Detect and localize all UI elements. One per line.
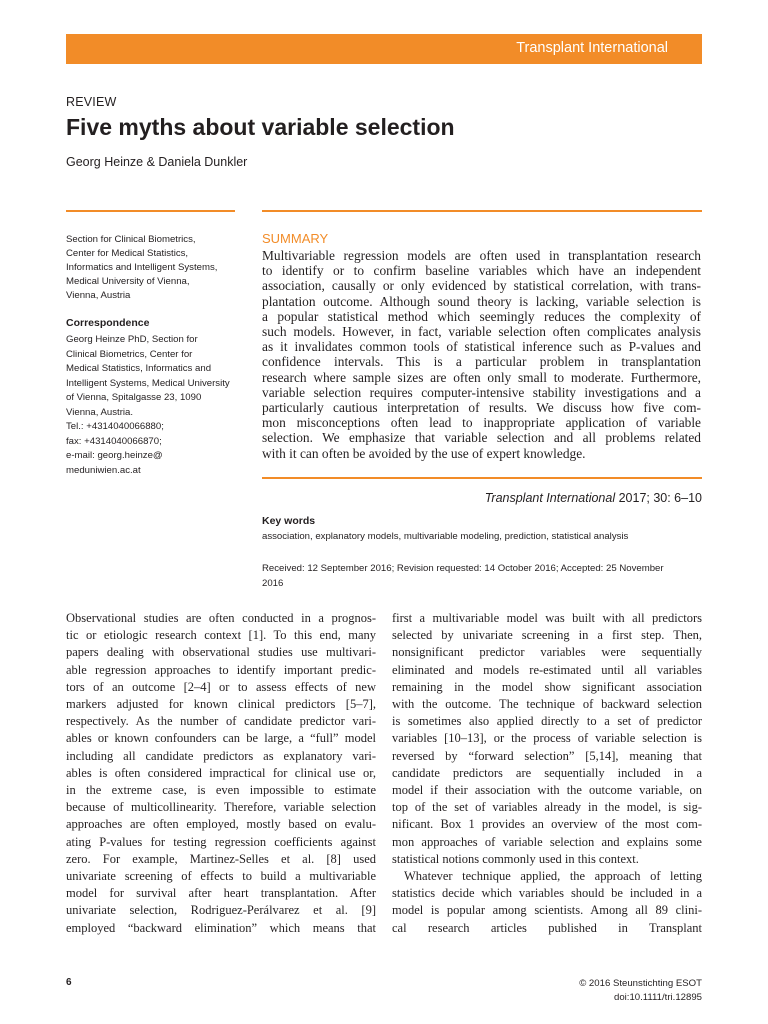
correspondence-line: Vienna, Austria. bbox=[66, 406, 134, 418]
correspondence-line: Georg Heinze PhD, Section for bbox=[66, 334, 198, 345]
summary-line: Multivariable regression models are often used in transplantation research bbox=[262, 248, 701, 263]
affiliation-line: Center for Medical Statistics, bbox=[66, 248, 189, 259]
dates-line: 2016 bbox=[262, 578, 284, 589]
body-line: tors of an outcome [2–4] or to assess effects of new bbox=[66, 679, 376, 694]
correspondence-line: e-mail: georg.heinze@ bbox=[66, 450, 163, 461]
body-line: with the outcome. The technique of backward selection bbox=[392, 697, 702, 712]
journal-header-bar bbox=[66, 34, 702, 64]
body-line: able regression approaches to identify important predic- bbox=[66, 662, 376, 677]
body-line: because of multicollinearity. Therefore, variable selection bbox=[66, 800, 376, 815]
body-line: cal research articles published in Transplant bbox=[392, 920, 702, 935]
page-footer bbox=[579, 977, 702, 1005]
summary-line: to identify or to confirm baseline variables which have an independent bbox=[262, 263, 701, 279]
body-line: eliminated and models re-estimated until all variables bbox=[392, 662, 702, 677]
page-number: 6 bbox=[66, 977, 72, 988]
affiliation-line: Vienna, Austria bbox=[66, 290, 131, 301]
body-line: univariate screening of effects to build a multivariable bbox=[66, 869, 376, 884]
citation-journal: Transplant International bbox=[484, 491, 616, 505]
correspondence-line: meduniwien.ac.at bbox=[66, 464, 141, 476]
correspondence-line: of Vienna, Spitalgasse 23, 1090 bbox=[66, 392, 202, 403]
body-line: statistical notions commonly used in this context. bbox=[392, 851, 639, 866]
article-type: REVIEW bbox=[66, 95, 117, 109]
affiliation-line: Medical University of Vienna, bbox=[66, 276, 190, 287]
summary-line: as it invalidates common tools of statistical inference such as P-values and bbox=[262, 339, 701, 355]
right-divider bbox=[262, 210, 702, 212]
body-line: model is popular among scientists. Among all 89 clini- bbox=[392, 903, 702, 918]
body-line: nonsignificant predictor variables were sequentially bbox=[392, 645, 702, 660]
summary-divider bbox=[262, 477, 702, 479]
doi-link[interactable]: doi:10.1111/tri.12895 bbox=[613, 992, 702, 1003]
body-line: first a multivariable model was built with all predictors bbox=[392, 611, 702, 625]
correspondence-block bbox=[66, 333, 256, 478]
journal-name: Transplant International bbox=[516, 40, 668, 56]
article-title: Five myths about variable selection bbox=[66, 114, 455, 140]
body-line: reversed by “forward selection” [5,14], meaning that bbox=[392, 748, 702, 763]
body-line: markers adjusted for known clinical predictors [5–7], bbox=[66, 697, 376, 712]
summary-line: mon misconceptions often lead to inappropriate application of variable bbox=[262, 415, 701, 431]
body-line: approaches are often employed, mostly based on evalu- bbox=[66, 817, 376, 832]
keywords-heading: Key words bbox=[262, 515, 316, 527]
body-line: univariate selection, Rodriguez-Perálvarez et al. [9] bbox=[66, 903, 376, 918]
body-line: statistics decide which variables should be included in a bbox=[392, 886, 702, 901]
summary-heading: SUMMARY bbox=[262, 231, 329, 246]
body-line: ating P-values for testing regression coefficients against bbox=[66, 834, 376, 849]
body-line: zero. For example, Martinez-Selles et al. [8] used bbox=[66, 851, 376, 866]
summary-line: plantation outcome. Although sound theory is lacking, variable selection is bbox=[262, 293, 701, 309]
summary-line: association, causally or only evidenced by statistical correlation, with trans- bbox=[262, 278, 701, 294]
body-line: is sometimes also applied directly to a set of predictor bbox=[392, 714, 702, 729]
citation-details: 2017; 30: 6–10 bbox=[615, 491, 702, 505]
summary-line: research where sample sizes are often only small to moderate. Furthermore, bbox=[262, 369, 701, 385]
summary-line: variable selection requires computer-intensive stability investigations and a bbox=[262, 384, 701, 400]
copyright-notice: © 2016 Steunstichting ESOT bbox=[579, 978, 702, 989]
correspondence-line: Clinical Biometrics, Center for bbox=[66, 348, 193, 360]
body-line: ables or known confounders can be large, a “full” model bbox=[66, 731, 376, 746]
body-line: model for survival after heart transplantation. After bbox=[66, 886, 376, 901]
summary-text bbox=[262, 248, 701, 461]
journal-citation bbox=[485, 491, 702, 505]
body-column-right bbox=[392, 610, 702, 937]
body-line: tic or etiologic research context [1]. To this end, many bbox=[66, 628, 376, 643]
affiliation-line: Section for Clinical Biometrics, bbox=[66, 234, 196, 245]
body-line: Observational studies are often conducted in a prognos- bbox=[66, 611, 376, 625]
correspondence-heading: Correspondence bbox=[66, 317, 150, 329]
summary-line: such models. However, in fact, variable selection often complicates analysis bbox=[262, 324, 701, 340]
body-column-left bbox=[66, 610, 376, 937]
summary-line: with it can often be avoided by the use of expert knowledge. bbox=[262, 445, 586, 461]
summary-line: selection. We emphasize that variable selection and all problems related bbox=[262, 430, 701, 446]
summary-line: confidence intervals. This is a particular problem in transplantation bbox=[262, 354, 701, 370]
affiliation-line: Informatics and Intelligent Systems, bbox=[66, 262, 218, 273]
body-line: employed “backward elimination” which means that bbox=[66, 920, 376, 935]
body-line: ables is often considered impractical for clinical use or, bbox=[66, 765, 376, 780]
body-line: nificant. Box 1 provides an overview of the most com- bbox=[392, 817, 702, 832]
article-authors: Georg Heinze & Daniela Dunkler bbox=[66, 155, 248, 169]
body-line: variables [10–13], or the process of variable selection is bbox=[392, 731, 702, 746]
body-line: model if their association with the outcome variable, on bbox=[392, 783, 702, 798]
body-line: including all candidate predictors as explanatory vari- bbox=[66, 748, 376, 763]
correspondence-line: Medical Statistics, Informatics and bbox=[66, 363, 212, 374]
body-line: papers dealing with observational studies use multivari- bbox=[66, 645, 376, 660]
keywords-list: association, explanatory models, multivariable modeling, prediction, statistical analysis bbox=[262, 531, 629, 542]
body-line: in the extreme case, is even impossible to estimate bbox=[66, 783, 376, 798]
article-dates bbox=[262, 561, 702, 591]
left-divider bbox=[66, 210, 235, 212]
correspondence-line: fax: +4314040066870; bbox=[66, 435, 162, 447]
correspondence-line: Intelligent Systems, Medical University bbox=[66, 377, 230, 389]
correspondence-line: Tel.: +4314040066880; bbox=[66, 421, 164, 432]
body-line: candidate predictors are sequentially included in a bbox=[392, 765, 702, 780]
dates-line: Received: 12 September 2016; Revision requested: 14 October 2016; Accepted: 25 November bbox=[262, 563, 664, 574]
body-line: selected by univariate screening in a first step. Then, bbox=[392, 628, 702, 643]
body-line: mon approaches of variable selection and explains some bbox=[392, 834, 702, 849]
affiliation bbox=[66, 233, 256, 303]
body-line: Whatever technique applied, the approach of letting bbox=[404, 869, 702, 884]
body-line: respectively. As the number of candidate predictor vari- bbox=[66, 714, 376, 729]
summary-line: a popular statistical method which seemingly reduces the complexity of bbox=[262, 308, 701, 324]
body-line: top of the set of variables already in the model, is sig- bbox=[392, 800, 702, 815]
body-line: remaining in the model show significant association bbox=[392, 679, 702, 694]
summary-line: particularly cautious interpretation of results. We discuss how five com- bbox=[262, 400, 701, 416]
